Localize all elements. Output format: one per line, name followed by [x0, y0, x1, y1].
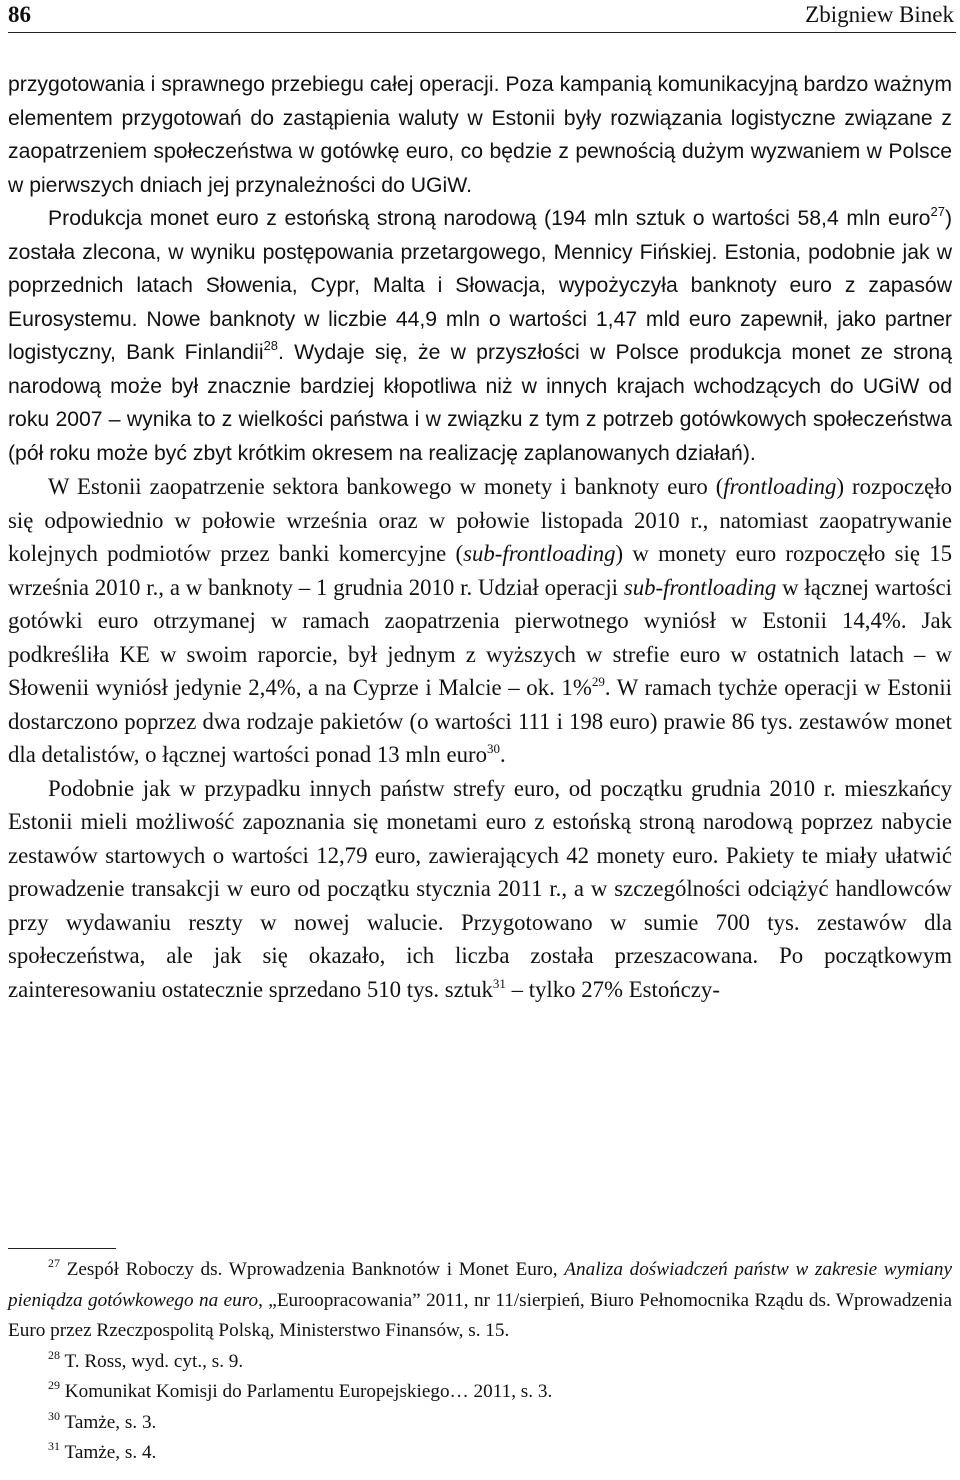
footnote-ref-31: 31 — [492, 975, 506, 991]
footnote-28 — [8, 1347, 952, 1378]
footnote-27-text-a: Zespół Roboczy ds. Wprowadzenia Banknotów i Monet Euro, — [60, 1259, 565, 1280]
paragraph-3-text-e: . W ramach tychże operacji w Estonii dostarczono poprzez dwa rodzaje pakietów (o wartości 111 i 198 euro) prawie 86 tys. zestawów monet dla detalistów, o łącznej wartości ponad 13 mln euro — [8, 675, 952, 767]
running-header — [8, 2, 954, 30]
paragraph-4 — [8, 772, 952, 1007]
paragraph-2 — [8, 202, 952, 470]
footnote-ref-30: 30 — [487, 741, 501, 756]
term-sub-frontloading-2: sub-frontloading — [623, 574, 777, 600]
paragraph-1: przygotowania i sprawnego przebiegu całej operacji. Poza kampanią komunikacyjną bardzo ważnym elementem przygotowań do zastąpienia waluty w Estonii były rozwiązania logistyczne związane z zaopatrzeniem społeczeństwa w gotówkę euro, co będzie z pewnością dużym wyzwaniem w Polsce w pierwszych dniach jej przynależności do UGiW. — [8, 73, 952, 197]
footnote-31 — [8, 1438, 952, 1469]
footnote-30-number: 30 — [48, 1408, 60, 1423]
footnote-31-text: Tamże, s. 4. — [60, 1442, 157, 1463]
paragraph-2-text-a: Produkcja monet euro z estońską stroną narodową (194 mln sztuk o wartości 58,4 mln euro — [48, 207, 931, 230]
footnote-ref-28: 28 — [263, 338, 279, 353]
paragraph-4-text-a: Podobnie jak w przypadku innych państw strefy euro, od początku grudnia 2010 r. mieszkańcy Estonii mieli możliwość zapoznania się monetami euro z estońską stroną narodową poprzez nabycie zestawów startowych o wartości 12,79 euro, zawierających 42 monety euro. Pakiety te miały ułatwić prowadzenie transakcji w euro od początku stycznia 2011 r., a w szczególności odciążyć handlowców przy wydawaniu reszty w nowej walucie. Przygotowano w sumie 700 tys. zestawów dla społeczeństwa, ale jak się okazało, ich liczba została przeszacowana. Po początkowym zainteresowaniu ostatecznie sprzedano 510 tys. sztuk — [8, 775, 952, 1002]
paragraph-3-text-b: ) rozpoczęło się odpowiednio w połowie września oraz w połowie listopada 2010 r., natomiast zaopatrywanie kolejnych podmiotów przez banki komercyjne ( — [8, 474, 952, 566]
footnote-ref-29: 29 — [591, 674, 605, 689]
footnote-29 — [8, 1377, 952, 1408]
paragraph-3-text-f: . — [500, 742, 506, 767]
header-rule — [8, 32, 956, 33]
footnote-30 — [8, 1408, 952, 1439]
footnote-29-number: 29 — [48, 1378, 60, 1392]
footnote-29-text: Komunikat Komisji do Parlamentu Europejskiego… 2011, s. 3. — [60, 1381, 553, 1402]
footnote-27-title: Analiza doświadczeń państw w zakresie wymiany pieniądza gotówkowego na euro — [8, 1259, 952, 1311]
footnote-31-number: 31 — [48, 1439, 60, 1453]
footnote-30-text: Tamże, s. 3. — [60, 1411, 157, 1433]
term-frontloading: frontloading — [723, 474, 837, 499]
paragraph-2-text-c: . Wydaje się, że w przyszłości w Polsce produkcja monet ze stroną narodową może był znacznie bardziej kłopotliwa niż w innych krajach wchodzących do UGiW od roku 2007 – wynika to z wielkości państwa i w związku z tym z potrzeb gotówkowych społeczeństwa (pół roku może być zbyt krótkim okresem na realizację zaplanowanych działań). — [8, 341, 952, 465]
footnotes — [8, 1255, 952, 1469]
main-text — [8, 68, 952, 1006]
footnote-ref-27: 27 — [930, 204, 945, 219]
footnote-27 — [8, 1255, 952, 1347]
footnote-27-number: 27 — [48, 1256, 60, 1270]
footnote-27-text-b: , „Euroopracowania” 2011, nr 11/sierpień, Biuro Pełnomocnika Rządu ds. Wprowadzenia Euro przez Rzeczpospolitą Polską, Ministerstwo Finansów, s. 15. — [8, 1289, 952, 1341]
page-number: 86 — [8, 2, 31, 27]
paragraph-3-text-c: ) w monety euro rozpoczęło się 15 września 2010 r., a w banknoty – 1 grudnia 2010 r. Udział operacji — [8, 541, 953, 600]
paragraph-3 — [8, 470, 952, 772]
footnote-rule — [8, 1248, 116, 1249]
footnote-28-number: 28 — [48, 1347, 60, 1362]
paragraph-4-text-b: – tylko 27% Estończy- — [505, 976, 720, 1002]
running-author: Zbigniew Binek — [805, 2, 954, 27]
paragraph-3-text-d: w łącznej wartości gotówki euro otrzymanej w ramach zaopatrzenia pierwotnego wyniósł w Estonii 14,4%. Jak podkreśliła KE w swoim raporcie, był jednym z wyższych w strefie euro w ostatnich latach – w Słowenii wyniósł jedynie 2,4%, a na Cyprze i Malcie – ok. 1% — [8, 574, 952, 700]
paragraph-2-text-b: ) została zlecona, w wyniku postępowania przetargowego, Mennicy Fińskiej. Estonia, podobnie jak w poprzednich latach Słowenia, Cypr, Malta i Słowacja, wypożyczyła banknoty euro z zapasów Eurosystemu. Nowe banknoty w liczbie 44,9 mln o wartości 1,47 mld euro zapewnił, jako partner logistyczny, Bank Finlandii — [8, 207, 952, 364]
term-sub-frontloading: sub-frontloading — [463, 541, 616, 566]
paragraph-3-text-a: W Estonii zaopatrzenie sektora bankowego w monety i banknoty euro ( — [48, 474, 724, 499]
footnote-28-text: T. Ross, wyd. cyt., s. 9. — [60, 1350, 244, 1372]
